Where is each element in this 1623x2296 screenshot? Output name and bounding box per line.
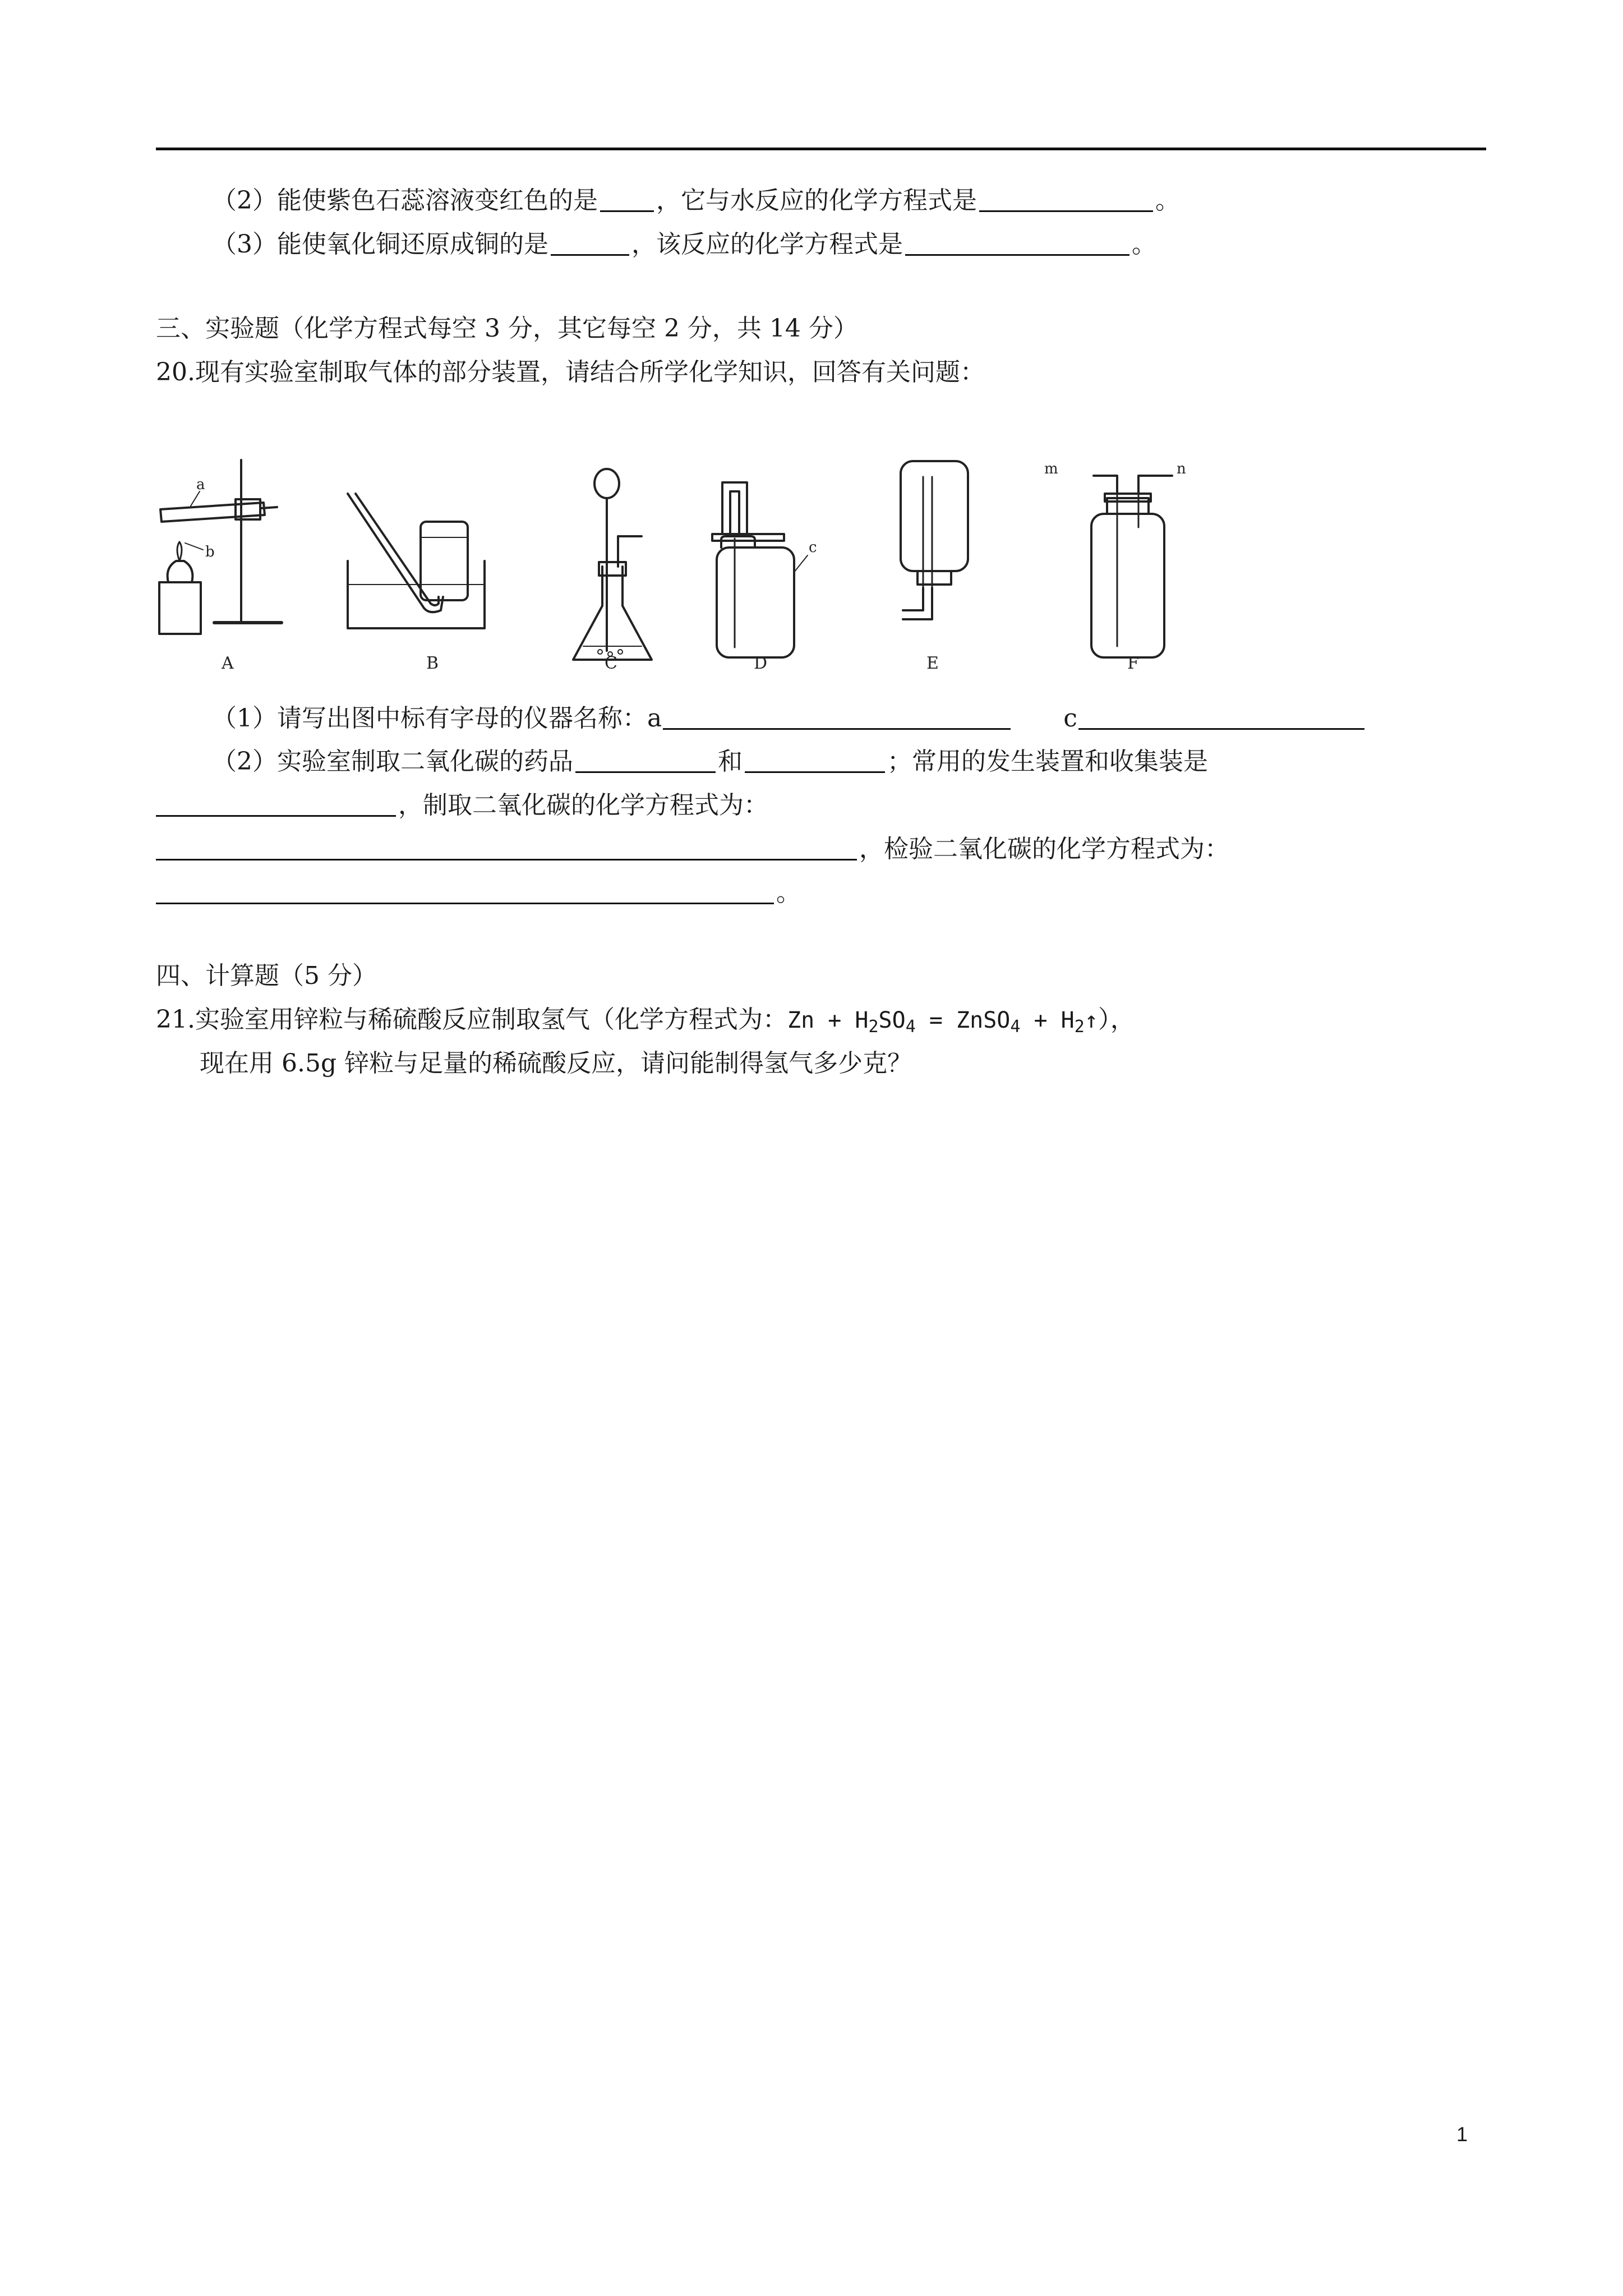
eq-part: Zn + H [787, 1007, 869, 1033]
apparatus-a [159, 460, 282, 634]
eq-subscript: 2 [868, 1017, 879, 1037]
eq-subscript: 2 [1074, 1017, 1085, 1037]
q20-sub-2-line-1 [212, 746, 1208, 777]
q19-item-2-text-b: ，它与水反应的化学方程式是 [656, 186, 977, 215]
q20-sub-2-line-2 [156, 790, 768, 821]
q21-text: 21.实验室用锌粒与稀硫酸反应制取氢气（化学方程式为： [156, 1005, 787, 1034]
answer-blank[interactable] [905, 232, 1129, 256]
q19-item-3 [212, 229, 1156, 260]
q21-line-2: 现在用 6.5g 锌粒与足量的稀硫酸反应，请问能制得氢气多少克？ [200, 1049, 912, 1078]
q20-sub-2-text-d: ，检验二氧化碳的化学方程式为： [859, 835, 1229, 863]
figure-label-a: A [222, 654, 234, 673]
q20-sub-1-text: （1）请写出图中标有字母的仪器名称：a [212, 704, 662, 733]
figure-label-d: D [754, 654, 768, 673]
answer-blank[interactable] [600, 188, 654, 212]
q21-text-end: ）， [1098, 1005, 1135, 1034]
apparatus-figure [151, 438, 1245, 684]
apparatus-d [712, 482, 808, 657]
answer-blank[interactable] [745, 749, 885, 773]
figure-label-c: C [605, 654, 617, 673]
marker-n: n [1177, 461, 1186, 477]
q20-sub-2-line-4 [156, 877, 801, 909]
q20-sub-2-end: 。 [776, 878, 801, 907]
answer-blank[interactable] [156, 793, 396, 817]
answer-blank-c[interactable] [1078, 706, 1364, 730]
chemical-equation [787, 1007, 1098, 1037]
eq-part: SO [878, 1007, 906, 1033]
page-number: 1 [1456, 2123, 1468, 2146]
figure-label-e: E [926, 654, 939, 673]
q19-item-3-text: （3）能使氧化铜还原成铜的是 [212, 230, 548, 259]
q20-sub-2-text-c: ，制取二氧化碳的化学方程式为： [398, 791, 768, 820]
gas-arrow-icon: ↑ [1084, 1007, 1098, 1033]
q20-sub-1 [212, 703, 1367, 734]
marker-b: b [205, 544, 215, 560]
marker-a: a [196, 476, 205, 493]
apparatus-f [1091, 476, 1172, 657]
answer-blank-a[interactable] [663, 706, 1011, 730]
answer-blank[interactable] [551, 232, 629, 256]
eq-subscript: 4 [1010, 1017, 1021, 1037]
section-3-heading: 三、实验题（化学方程式每空 3 分，其它每空 2 分，共 14 分） [156, 314, 858, 343]
q19-item-3-text-b: ，该反应的化学方程式是 [631, 230, 903, 259]
figure-label-f: F [1127, 654, 1139, 673]
answer-blank[interactable] [156, 880, 774, 904]
top-rule [156, 148, 1486, 150]
q20-sub-1-label-c: c [1063, 704, 1077, 733]
q19-item-3-end: 。 [1132, 230, 1156, 259]
section-4-heading: 四、计算题（5 分） [156, 961, 377, 990]
eq-part: = ZnSO [915, 1007, 1011, 1033]
q19-item-2-text: （2）能使紫色石蕊溶液变红色的是 [212, 186, 598, 215]
apparatus-b [348, 494, 485, 628]
eq-part: + H [1020, 1007, 1075, 1033]
marker-m: m [1044, 461, 1058, 477]
q20-sub-2-text-b: ；常用的发生装置和收集装是 [887, 747, 1208, 776]
answer-blank[interactable] [156, 836, 857, 861]
q19-item-2 [212, 185, 1180, 217]
answer-blank[interactable] [979, 188, 1153, 212]
q20-sub-2-and: 和 [718, 747, 743, 776]
eq-subscript: 4 [905, 1017, 916, 1037]
figure-label-b: B [426, 654, 439, 673]
apparatus-e [901, 461, 968, 619]
q20-stem: 20.现有实验室制取气体的部分装置，请结合所学化学知识，回答有关问题： [156, 358, 985, 386]
q19-item-2-end: 。 [1155, 186, 1180, 215]
q20-sub-2-text: （2）实验室制取二氧化碳的药品 [212, 747, 573, 776]
q21-line-1 [156, 1004, 1135, 1036]
apparatus-c [573, 469, 652, 660]
q20-sub-2-line-3 [156, 834, 1229, 865]
answer-blank[interactable] [575, 749, 716, 773]
marker-c: c [809, 539, 817, 556]
